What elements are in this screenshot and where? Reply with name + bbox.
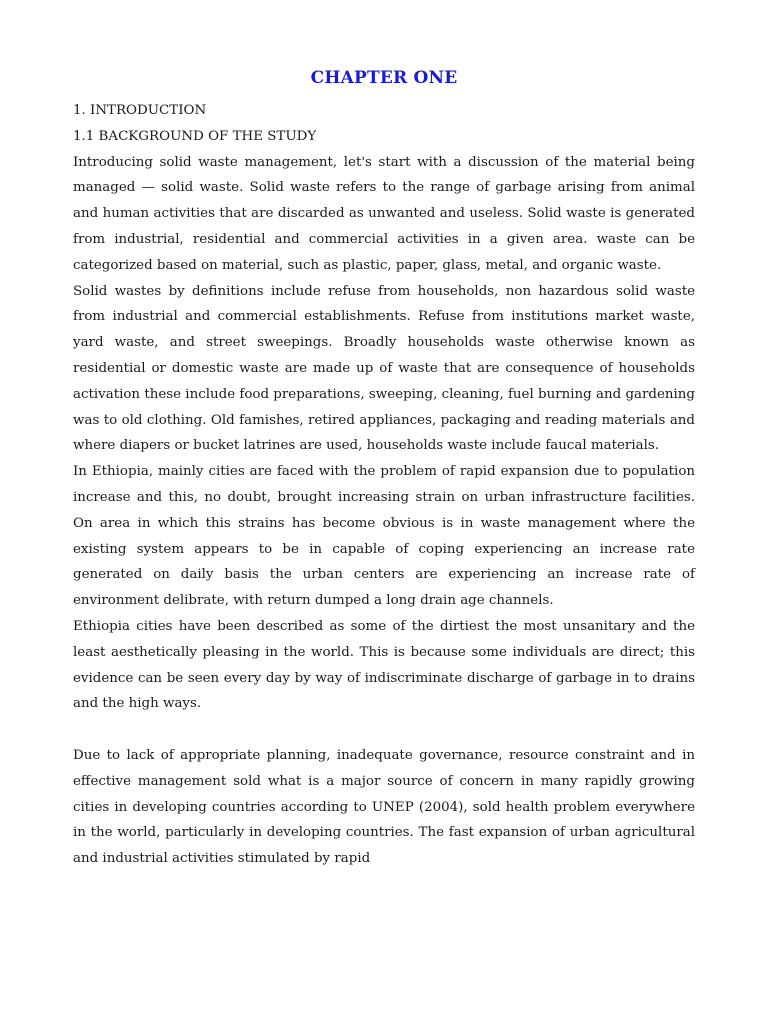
paragraph-ethiopia-expansion: In Ethiopia, mainly cities are faced with the problem of rapid expansion due to population increase and this, no doubt, brought increasing strain on urban infrastructure facilities. On area in which this strains has become obvious is in waste management where the existing system appears to be in capable of coping experiencing an increase rate generated on daily basis the urban centers are experiencing an increase rate of environment delibrate, with return dumped a long drain age channels. <box>73 464 695 609</box>
section-heading: 1. INTRODUCTION <box>73 103 207 118</box>
subsection-heading: 1.1 BACKGROUND OF THE STUDY <box>73 128 317 144</box>
paragraph-ethiopia-cities: Ethiopia cities have been described as some of the dirtiest the most unsanitary and the least aesthetically pleasing in the world. This is because some individuals are direct; this evidence can be seen every day by way of indiscriminate discharge of garbage in to drains and the high ways. <box>73 618 695 712</box>
document-body <box>73 98 695 872</box>
chapter-title: CHAPTER ONE <box>310 68 458 88</box>
paragraph-definitions: Solid wastes by definitions include refuse from households, non hazardous solid waste from industrial and commercial establishments. Refuse from institutions market waste, yard waste, and street sweepings. Broadly households waste otherwise known as residential or domestic waste are made up of waste that are consequence of households activation these include food preparations, sweeping, cleaning, fuel burning and gardening was to old clothing. Old famishes, retired appliances, packaging and reading materials and where diapers or bucket latrines are used, households waste include faucal materials. <box>73 283 695 454</box>
paragraph-planning: Due to lack of appropriate planning, inadequate governance, resource constraint and in effective management sold what is a major source of concern in many rapidly growing cities in developing countries according to UNEP (2004), sold health problem everywhere in the world, particularly in developing countries. The fast expansion of urban agricultural and industrial activities stimulated by rapid <box>73 747 695 867</box>
paragraph-spacer <box>73 717 695 743</box>
paragraph-intro: Introducing solid waste management, let's start with a discussion of the material being managed — solid waste. Solid waste refers to the range of garbage arising from animal and human activities that are discarded as unwanted and useless. Solid waste is generated from industrial, residential and commercial activities in a given area. waste can be categorized based on material, such as plastic, paper, glass, metal, and organic waste. <box>73 154 695 273</box>
